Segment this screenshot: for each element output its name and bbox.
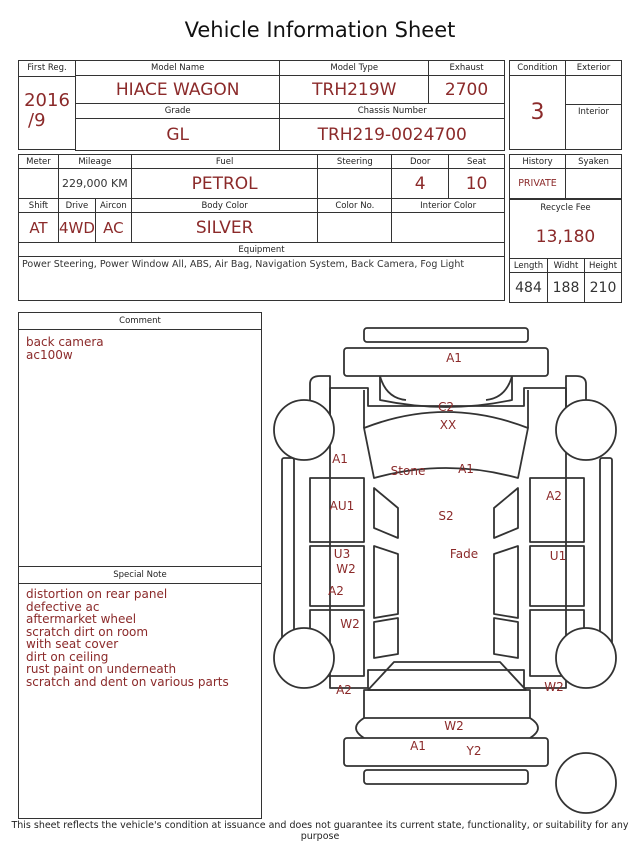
note-line: scratch dirt on room xyxy=(26,624,149,639)
grade-value: GL xyxy=(76,119,280,151)
aircon-label: Aircon xyxy=(95,199,131,213)
fuel-value: PETROL xyxy=(131,169,318,199)
recycle-fee-label: Recycle Fee xyxy=(540,203,591,213)
first-reg-label: First Reg. xyxy=(19,61,75,77)
door-label: Door xyxy=(392,155,449,169)
damage-mark: S2 xyxy=(438,509,454,523)
damage-mark: A1 xyxy=(410,739,426,753)
note-line: rust paint on underneath xyxy=(26,662,177,676)
note-line: scratch and dent on various parts xyxy=(26,674,229,689)
first-reg-cell xyxy=(18,60,76,150)
model-table xyxy=(75,60,505,151)
history-table xyxy=(509,154,622,199)
damage-mark: U1 xyxy=(549,549,567,563)
model-name-label: Model Name xyxy=(76,61,280,76)
model-name-value: HIACE WAGON xyxy=(76,76,280,104)
steering-label: Steering xyxy=(318,155,392,169)
comment-line: ac100w xyxy=(26,347,73,362)
damage-mark: W2 xyxy=(544,680,564,694)
syaken-label: Syaken xyxy=(566,155,622,169)
damage-mark: W2 xyxy=(340,617,360,631)
note-line: defective ac xyxy=(26,599,100,614)
mileage-value: 229,000 KM xyxy=(58,169,131,199)
note-line: dirt on ceiling xyxy=(26,649,109,664)
comment-list xyxy=(19,330,261,367)
condition-label: Condition xyxy=(510,61,566,76)
mileage-label: Mileage xyxy=(58,155,131,169)
damage-mark: U3 xyxy=(333,547,351,561)
drive-value: 4WD xyxy=(58,213,95,243)
damage-mark: AU1 xyxy=(329,499,355,513)
body-color-value: SILVER xyxy=(131,213,318,243)
width-label: Widht xyxy=(548,259,585,273)
width-value: 188 xyxy=(548,273,585,303)
steering-value xyxy=(318,169,392,199)
damage-mark: A2 xyxy=(336,683,352,697)
first-reg-year: 2016 xyxy=(24,90,70,111)
length-value: 484 xyxy=(510,273,548,303)
shift-value: AT xyxy=(19,213,59,243)
body-color-label: Body Color xyxy=(131,199,318,213)
interior-label: Interior xyxy=(566,105,622,120)
seat-label: Seat xyxy=(449,155,505,169)
special-note-list xyxy=(26,588,229,688)
interior-value xyxy=(566,120,622,150)
first-reg-month: /9 xyxy=(28,110,46,131)
recycle-fee-value: 13,180 xyxy=(535,227,596,247)
comment-label: Comment xyxy=(19,313,261,330)
aircon-value: AC xyxy=(95,213,131,243)
vehicle-damage-diagram xyxy=(268,318,628,818)
sheet-footer: This sheet reflects the vehicle's condition at issuance and does not guarantee its current state, functionality, or suitability for any purpose xyxy=(11,820,629,842)
damage-mark: Stone xyxy=(390,464,426,478)
spec-table xyxy=(18,154,505,301)
damage-mark: W2 xyxy=(444,719,464,733)
equipment-value: Power Steering, Power Window All, ABS, Air Bag, Navigation System, Back Camera, Fog Light xyxy=(19,257,505,301)
grade-label: Grade xyxy=(76,104,280,119)
syaken-value xyxy=(566,169,622,199)
exhaust-label: Exhaust xyxy=(429,61,505,76)
meter-label: Meter xyxy=(19,155,59,169)
damage-mark: W2 xyxy=(336,562,356,576)
exterior-label: Exterior xyxy=(566,61,622,76)
history-label: History xyxy=(510,155,566,169)
exhaust-value: 2700 xyxy=(429,76,505,104)
height-value: 210 xyxy=(585,273,622,303)
damage-mark: C2 xyxy=(437,400,455,414)
seat-value: 10 xyxy=(449,169,505,199)
damage-mark: A2 xyxy=(546,489,562,503)
interior-color-value xyxy=(392,213,505,243)
note-line: aftermarket wheel xyxy=(26,612,137,626)
model-type-value: TRH219W xyxy=(280,76,429,104)
sheet-title: Vehicle Information Sheet xyxy=(184,18,456,42)
damage-mark: A1 xyxy=(458,462,474,476)
note-line: with seat cover xyxy=(26,637,119,651)
history-value: PRIVATE xyxy=(510,169,566,199)
drive-label: Drive xyxy=(58,199,95,213)
comment-line: back camera xyxy=(26,335,104,349)
recycle-fee-cell xyxy=(509,199,622,259)
color-no-label: Color No. xyxy=(318,199,392,213)
shift-label: Shift xyxy=(19,199,59,213)
comment-panel xyxy=(18,312,262,819)
interior-color-label: Interior Color xyxy=(392,199,505,213)
note-line: distortion on rear panel xyxy=(26,587,168,601)
special-note-label: Special Note xyxy=(19,566,261,584)
color-no-value xyxy=(318,213,392,243)
fuel-label: Fuel xyxy=(131,155,318,169)
damage-mark: A1 xyxy=(332,452,348,466)
damage-mark: A1 xyxy=(446,351,462,365)
damage-mark: Y2 xyxy=(466,744,482,758)
equipment-label: Equipment xyxy=(19,243,505,257)
exterior-value xyxy=(566,76,622,105)
meter-value xyxy=(19,169,59,199)
length-label: Length xyxy=(510,259,548,273)
chassis-value: TRH219-0024700 xyxy=(280,119,505,151)
dimensions-table xyxy=(509,258,622,303)
damage-mark: XX xyxy=(439,418,457,432)
chassis-label: Chassis Number xyxy=(280,104,505,119)
damage-mark: A2 xyxy=(328,584,344,598)
height-label: Height xyxy=(585,259,622,273)
condition-value: 3 xyxy=(510,76,566,150)
model-type-label: Model Type xyxy=(280,61,429,76)
door-value: 4 xyxy=(392,169,449,199)
condition-table xyxy=(509,60,622,150)
damage-mark: Fade xyxy=(449,547,479,561)
